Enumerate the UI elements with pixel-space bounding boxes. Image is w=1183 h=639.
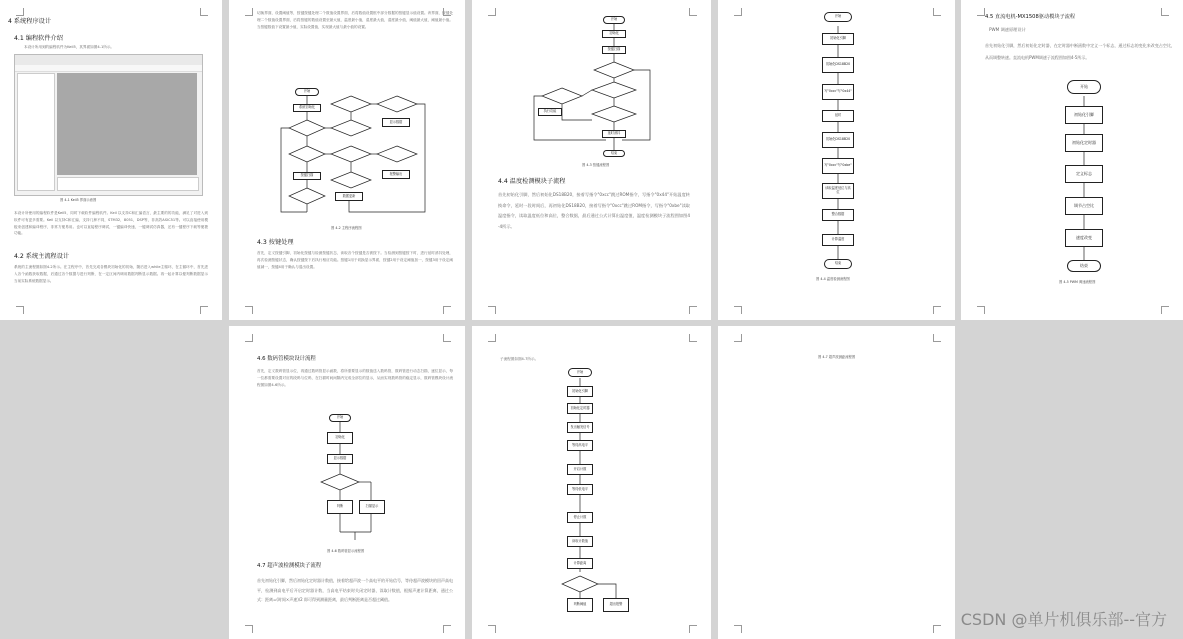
intro-line: 本设计所用到的编程软件为Keil5，其界面如图4-1所示。: [24, 45, 115, 49]
corner-mark: [933, 625, 941, 633]
flow-node: 显示数据: [327, 454, 353, 464]
corner-mark: [488, 8, 496, 16]
flow-node: 初始化DS18B20: [822, 57, 854, 73]
figure-caption: 图 4-5 PWM 调速流程图: [1059, 280, 1096, 284]
document-page-2: [229, 0, 465, 320]
flow-node: 判断: [327, 500, 353, 514]
flow-node: 计算距离: [567, 558, 593, 569]
flow-node: 调节占空比: [1065, 197, 1103, 215]
section-heading-4-3: 4.3 按键处理: [257, 239, 294, 246]
corner-mark: [245, 306, 253, 314]
temp-paragraph: 首先初始化引脚，然后初始化DS18B20，接着写指令"0xcc"跳过ROM指令，写指令"0x44"开始温度转换命令，延时一段时间后，再初始化DS18B20，接着写指令"0xcc"跳过ROM指令，写指令"0xbe"读取温度指令，读取温度低位和高位，整合数据，最后通过公式计算出温度值，温度检测模块子流程图如图4-4所示。: [498, 192, 690, 229]
corner-mark: [443, 625, 451, 633]
document-page-4: [718, 0, 955, 320]
flow-node: 发出触发信号: [567, 422, 593, 433]
intro-paragraph: 切换界面，设置阈值等，按键按键处理二个数值设置界面，后将数值设置框中部分数据的按键显示值设置。该界面，按键处理二个数值设置界面，后将按键的数值设置至最大值，温度最小值，湿度最大值，湿度最小值，阈值最大值，阈值最小值。当按键数值下设置最小值，实际设置值，实现最大值与最小值的设置。: [257, 11, 453, 29]
flow-node: 等待高电平: [567, 440, 593, 451]
corner-mark: [1161, 8, 1169, 16]
corner-mark: [245, 8, 253, 16]
flow-node: 按键扫描: [293, 172, 321, 180]
corner-mark: [689, 306, 697, 314]
flow-node: 判断阈值: [567, 598, 593, 612]
corner-mark: [16, 8, 24, 16]
figure-caption: 图 4-3 按键流程图: [582, 163, 610, 167]
corner-mark: [977, 8, 985, 16]
flow-node: 写"0xcc"写"0xbe": [822, 158, 854, 174]
corner-mark: [443, 8, 451, 16]
corner-mark: [689, 8, 697, 16]
section-heading-4-2: 4.2 系统主流程设计: [14, 253, 70, 260]
flow-node: 结束: [824, 259, 852, 269]
section-heading-main: 4 系统程序设计: [8, 18, 52, 25]
corner-mark: [443, 334, 451, 342]
main-flow-paragraph: 系统的主流程图如图4-2所示。在主程序中，首先完成各模块初始化的初始，随后进入while主循环，在主循环中，首先进入各个函数获取数据，后通过各个数据与进行判断，在一定区间内调用数据判断显示数据。再一起计算以便判断数据显示当前实际系统数据显示。: [14, 265, 208, 283]
document-page-7: [472, 326, 711, 639]
corner-mark: [16, 306, 24, 314]
section-heading-4-4: 4.4 温度检测模块子流程: [498, 178, 566, 185]
section-heading-4-7: 4.7 超声波检测模块子流程: [257, 563, 322, 569]
flow-node: 初始化定时器: [567, 403, 593, 414]
flow-node: 结束: [1067, 260, 1101, 272]
corner-mark: [245, 625, 253, 633]
corner-mark: [200, 306, 208, 314]
flow-node: 开启计数: [567, 464, 593, 475]
flow-node: 按键扫描: [602, 46, 626, 54]
corner-mark: [1161, 306, 1169, 314]
corner-mark: [933, 334, 941, 342]
flow-node: 延时消抖: [602, 130, 626, 138]
corner-mark: [200, 8, 208, 16]
flow-node: 开始: [603, 16, 625, 24]
ultrasonic-paragraph: 首先初始化引脚，然后初始化定时器计数值，接着给超声波一个高电平的开始信号，等待超声波模块的回声高电平，检测到高电平后开启定时器计数，当高电平结束时关闭定时器，读取计数值，根据声速计算距离，通过公式：距离=(时间×声速)/2 即可得到测量距离，最后判断距离是否超过阈值。: [257, 578, 453, 603]
pwm-paragraph: 首先初始化引脚，然后初始化定时器，在定时器中断函数中定义一个标志，通过标志的变化来改变占空比，从而调整转速。直流电机PWM调速子流程图如图4-5所示。: [985, 43, 1175, 60]
section-heading-4-5: 4.5 直流电机-MX1508驱动模块子流程: [985, 14, 1076, 20]
flow-node: 开始: [568, 368, 592, 377]
corner-mark: [734, 334, 742, 342]
flow-node: 初始化定时器: [1065, 134, 1103, 152]
flow-node: 显示数据: [382, 118, 410, 127]
flow-node: 等待低电平: [567, 484, 593, 495]
top-line: 子流程图如图4-7所示。: [500, 357, 539, 361]
flow-node: 系统初始化: [293, 104, 321, 112]
flow-node: 初始化DS18B20: [822, 132, 854, 148]
corner-mark: [488, 625, 496, 633]
figure-caption: 图 4-7 超声波测距流程图: [818, 355, 856, 359]
section-heading-4-6: 4.6 数码管模块设计流程: [257, 356, 316, 362]
flow-node: 读取温度低位与高位: [822, 183, 854, 199]
figure-caption: 图 4-2 主程序流程图: [331, 226, 362, 230]
corner-mark: [977, 306, 985, 314]
corner-mark: [488, 306, 496, 314]
flow-node: 计算温度: [822, 234, 854, 246]
flow-node: 开始: [1067, 80, 1101, 94]
corner-mark: [933, 8, 941, 16]
flow-node: 初始化: [602, 30, 626, 38]
csdn-watermark: CSDN @单片机俱乐部--官方: [960, 610, 1167, 629]
flow-node: 结束: [603, 150, 625, 157]
pwm-flowchart-connectors: [961, 0, 1183, 320]
pwm-subheading: PWM 调速原理设计: [989, 27, 1026, 32]
flow-node: 速度改变: [1065, 229, 1103, 247]
document-page-3: [472, 0, 711, 320]
flow-node: 初始化: [327, 432, 353, 444]
corner-mark: [734, 625, 742, 633]
flow-node: 读取计数值: [567, 536, 593, 547]
flow-node: 扫描显示: [359, 500, 385, 514]
flow-node: 延时: [822, 110, 854, 122]
figure-caption: 图 4-1 Keil5 界面示意图: [60, 198, 97, 202]
key-flowchart-connectors: [472, 0, 711, 320]
display-paragraph: 首先，定义数码管显示位，再通过数码管显示函数，将所需要显示的数值送入数码管，数码管进行动态扫描，逐位显示，每一位都需要设置对应的段码与位码，在扫描时间间隔内完成全部位的显示，从而实现数码管的稳定显示，数码管模块设计流程图如图4-6所示。: [257, 369, 453, 387]
document-page-8: [718, 326, 955, 639]
document-page-1: [0, 0, 222, 320]
figure-caption: 图 4-6 数码管显示流程图: [327, 549, 365, 553]
figure-caption: 图 4-4 温度检测流程图: [816, 277, 850, 281]
corner-mark: [488, 334, 496, 342]
corner-mark: [734, 8, 742, 16]
corner-mark: [689, 334, 697, 342]
flow-node: 超出报警: [603, 598, 629, 612]
flow-node: 数据更新: [335, 192, 363, 201]
flow-node: 开始: [295, 88, 319, 96]
flow-node: 开始: [329, 414, 351, 422]
corner-mark: [734, 306, 742, 314]
flow-node: 初始化引脚: [567, 386, 593, 397]
flow-node: 报警输出: [382, 170, 410, 179]
keil-screenshot-figure: [14, 54, 203, 196]
corner-mark: [689, 625, 697, 633]
document-page-6: [229, 326, 465, 639]
flow-node: 停止计数: [567, 512, 593, 523]
corner-mark: [443, 306, 451, 314]
flow-node: 初始化引脚: [1065, 106, 1103, 124]
flow-node: 执行功能: [538, 108, 562, 116]
flow-node: 开始: [824, 12, 852, 22]
corner-mark: [933, 306, 941, 314]
keys-paragraph: 首先，定义按键引脚，初始化按键与检测按键状态，读取各个按键是否被按下。当检测到按键按下时，进行延时消抖处理，再次检测按键状态，确认按键按下后执行相应功能。按键1用于切换显示界面，按键2用于设定阈值加一，按键3用于设定阈值减一，按键4用于确认与退出设置。: [257, 251, 453, 269]
section-heading-4-1: 4.1 编程软件介绍: [14, 35, 63, 42]
flow-node: 写"0xcc"写"0x44": [822, 84, 854, 100]
flow-node: 定义标志: [1065, 165, 1103, 183]
keil-paragraph: 本设计所使用的编程软件是Keil5，同时下载软件编程软件。Keil 以支持C和汇编语言，最主要的的功能，满足了对进入到软件可有更多需要。Keil 以支持C和汇编，支持几种不同，STM32，8051，DSP等，非高效ASIC51等。可以直接使用模板来创建和编译程序，非常方便易用。也可以直接程序调试，一键编译快速，一键调试仿真器，还有一键程序下载等便捷功能。: [14, 211, 208, 236]
document-page-5: [961, 0, 1183, 320]
corner-mark: [245, 334, 253, 342]
flow-node: 整合数据: [822, 209, 854, 221]
flow-node: 初始化引脚: [822, 33, 854, 45]
